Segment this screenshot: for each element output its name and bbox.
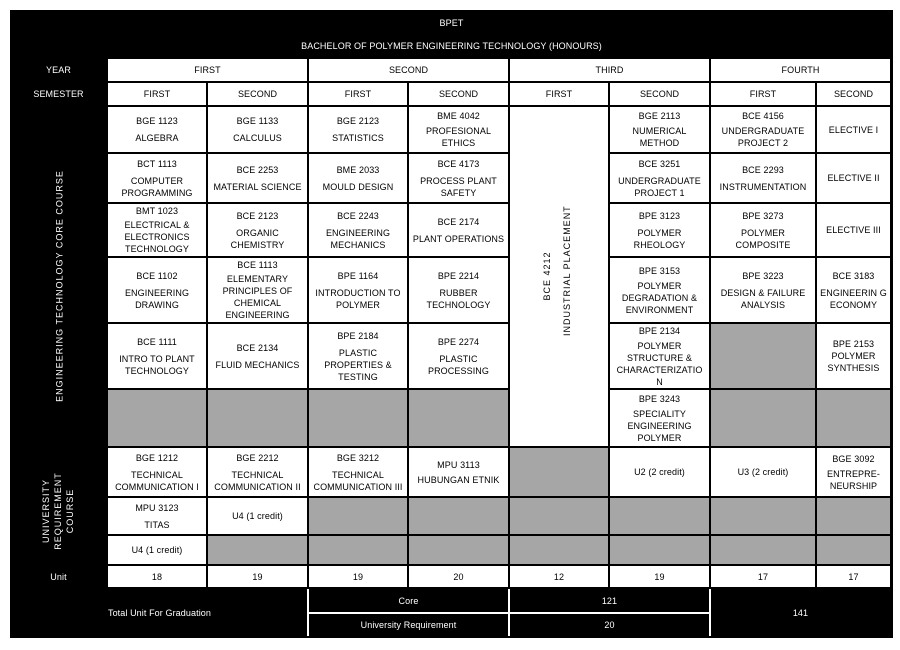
course-title: ELECTIVE I (828, 124, 879, 135)
course-cell (610, 107, 709, 152)
empty-cell (711, 390, 815, 446)
course-code: BCE 2293 (742, 164, 784, 175)
empty-cell (510, 536, 608, 564)
course-code: BGE 3092 (832, 453, 875, 464)
year-second: SECOND (309, 59, 508, 81)
course-cell (409, 154, 508, 202)
course-code: BCE 2243 (337, 210, 379, 221)
course-code: MPU 3113 (437, 459, 480, 470)
course-title: UNDERGRADUATE PROJECT 2 (721, 126, 805, 148)
empty-cell (817, 498, 890, 534)
empty-cell (817, 536, 890, 564)
course-code: BPE 3153 (638, 265, 681, 276)
empty-cell (817, 390, 890, 446)
course-code: BGE 2212 (236, 452, 279, 463)
course-cell (817, 204, 890, 256)
empty-cell (610, 498, 709, 534)
program-full-title: BACHELOR OF POLYMER ENGINEERING TECHNOLOGY (HONOURS) (12, 35, 891, 57)
semester-y2-second: SECOND (409, 83, 508, 105)
course-title: U4 (1 credit) (131, 545, 183, 555)
program-short-title: BPET (12, 12, 891, 33)
course-title: SPECIALITY ENGINEERING POLYMER (627, 408, 692, 443)
unit-value: 19 (610, 566, 709, 587)
curriculum-table (10, 10, 893, 638)
course-code: BME 4042 (437, 111, 480, 121)
course-code: BGE 1133 (236, 116, 279, 126)
unit-label: Unit (12, 566, 105, 587)
course-cell (208, 324, 307, 388)
course-code: BPE 2153 (832, 339, 875, 349)
course-cell (817, 154, 890, 202)
course-cell (817, 258, 890, 322)
course-code: BCE 4156 (742, 111, 784, 121)
university-total-label: University Requirement (309, 614, 508, 636)
course-cell (610, 258, 709, 322)
empty-cell (309, 390, 407, 446)
course-code: BPE 3123 (638, 210, 681, 221)
course-title: TITAS (144, 519, 170, 530)
unit-value: 17 (711, 566, 815, 587)
core-total-value: 121 (510, 589, 709, 612)
empty-cell (610, 536, 709, 564)
unit-value: 17 (817, 566, 890, 587)
course-title: DESIGN & FAILURE ANALYSIS (720, 287, 806, 310)
unit-value: 19 (309, 566, 407, 587)
course-cell (309, 154, 407, 202)
course-code: BCE 3251 (638, 158, 681, 169)
industrial-placement-title: INDUSTRIAL PLACEMENT (562, 205, 572, 336)
course-title: POLYMER STRUCTURE & CHARACTERIZATIO N (616, 340, 703, 387)
course-title: STATISTICS (332, 133, 384, 143)
course-code: BPE 2184 (337, 330, 379, 341)
course-cell (108, 107, 206, 152)
semester-label: SEMESTER (12, 83, 105, 105)
course-cell (711, 258, 815, 322)
course-cell (409, 107, 508, 152)
empty-cell (510, 498, 608, 534)
empty-cell (409, 390, 508, 446)
course-title: ELECTIVE II (827, 173, 880, 183)
course-title: PLASTIC PROPERTIES & TESTING (324, 347, 392, 382)
course-code: BMT 1023 (135, 206, 179, 216)
course-code: BME 2033 (336, 164, 380, 175)
course-code: BPE 2214 (437, 270, 480, 281)
course-cell (711, 448, 815, 496)
course-cell (309, 324, 407, 388)
course-title: PLANT OPERATIONS (412, 233, 505, 244)
course-code: BCE 2174 (437, 216, 480, 227)
course-cell (711, 154, 815, 202)
semester-y2-first: FIRST (309, 83, 407, 105)
course-cell (610, 448, 709, 496)
course-cell (208, 448, 307, 496)
course-title: COMPUTER PROGRAMMING (121, 175, 193, 198)
course-title: ENTREPRE- NEURSHIP (827, 468, 880, 491)
course-cell (309, 258, 407, 322)
empty-cell (208, 390, 307, 446)
semester-y1-second: SECOND (208, 83, 307, 105)
course-cell (409, 204, 508, 256)
semester-y4-second: SECOND (817, 83, 890, 105)
empty-cell (208, 536, 307, 564)
course-code: BCE 2253 (236, 164, 279, 175)
course-cell (108, 536, 206, 564)
empty-cell (409, 536, 508, 564)
course-title: ENGINEERIN G ECONOMY (820, 287, 887, 310)
course-title: UNDERGRADUATE PROJECT 1 (618, 175, 701, 198)
course-cell (309, 107, 407, 152)
course-code: BCT 1113 (137, 158, 177, 169)
course-title: U2 (2 credit) (634, 467, 685, 477)
course-cell (610, 324, 709, 388)
core-total-label: Core (309, 589, 508, 612)
course-title: ALGEBRA (135, 133, 179, 143)
course-code: BPE 2274 (437, 336, 480, 347)
course-title: PROCESS PLANT SAFETY (420, 175, 497, 198)
course-code: BPE 3223 (742, 270, 784, 281)
course-code: MPU 3123 (135, 502, 179, 513)
course-title: MOULD DESIGN (322, 181, 394, 192)
course-title: U4 (1 credit) (232, 511, 283, 521)
course-title: TECHNICAL COMMUNICATION II (214, 469, 301, 492)
course-code: BCE 3183 (832, 270, 875, 281)
course-title: MATERIAL SCIENCE (213, 181, 302, 192)
course-cell (610, 154, 709, 202)
course-code: BGE 1212 (135, 452, 179, 463)
course-cell (208, 107, 307, 152)
course-cell (610, 204, 709, 256)
core-course-group-text: ENGINEERING TECHNOLOGY CORE COURSE (54, 170, 65, 402)
course-cell (108, 498, 206, 534)
course-cell (309, 448, 407, 496)
course-title: NUMERICAL METHOD (632, 126, 687, 148)
industrial-placement-cell (510, 107, 608, 446)
course-title: ORGANIC CHEMISTRY (230, 227, 285, 250)
course-cell (817, 107, 890, 152)
unit-value: 12 (510, 566, 608, 587)
course-code: BGE 3212 (336, 452, 380, 463)
course-code: BPE 2134 (638, 325, 681, 336)
divider (309, 612, 709, 614)
course-title: INSTRUMENTATION (719, 181, 807, 192)
course-cell (108, 448, 206, 496)
empty-cell (711, 498, 815, 534)
course-code: BCE 4173 (437, 158, 480, 169)
divider (709, 589, 711, 636)
semester-y4-first: FIRST (711, 83, 815, 105)
course-cell (409, 448, 508, 496)
course-title: ELEMENTARY PRINCIPLES OF CHEMICAL ENGINEERING (222, 274, 293, 320)
empty-cell (711, 536, 815, 564)
unit-value: 20 (409, 566, 508, 587)
course-code: BGE 2123 (336, 116, 380, 126)
empty-cell (510, 448, 608, 496)
course-cell (108, 204, 206, 256)
empty-cell (309, 498, 407, 534)
course-title: PLASTIC PROCESSING (427, 353, 489, 376)
university-total-value: 20 (510, 614, 709, 636)
course-cell (409, 324, 508, 388)
course-cell (711, 107, 815, 152)
industrial-placement-code: BCE 4212 (542, 251, 552, 301)
course-title: PROFESIONAL ETHICS (425, 126, 492, 148)
course-title: TECHNICAL COMMUNICATION I (115, 469, 199, 492)
course-title: HUBUNGAN ETNIK (417, 474, 500, 485)
year-third: THIRD (510, 59, 709, 81)
course-title: INTRO TO PLANT TECHNOLOGY (119, 353, 195, 376)
course-cell (208, 498, 307, 534)
course-cell (108, 258, 206, 322)
course-cell (711, 204, 815, 256)
empty-cell (108, 390, 206, 446)
semester-y3-first: FIRST (510, 83, 608, 105)
course-title: POLYMER RHEOLOGY (633, 227, 686, 250)
course-code: BCE 1102 (136, 270, 178, 281)
course-title: U3 (2 credit) (737, 467, 789, 477)
university-group-text: UNIVERSITY REQUIREMENT COURSE (41, 472, 75, 550)
year-fourth: FOURTH (711, 59, 890, 81)
course-code: BPE 3243 (638, 393, 681, 404)
total-unit-label: Total Unit For Graduation (12, 589, 307, 636)
course-cell (817, 448, 890, 496)
course-cell (409, 258, 508, 322)
course-cell (208, 204, 307, 256)
course-title: ENGINEERING DRAWING (124, 287, 190, 310)
course-code: BCE 2134 (236, 342, 279, 353)
course-cell (208, 154, 307, 202)
year-label: YEAR (12, 59, 105, 81)
course-title: ELECTRICAL & ELECTRONICS TECHNOLOGY (124, 220, 190, 254)
semester-y1-first: FIRST (108, 83, 206, 105)
course-title: POLYMER SYNTHESIS (827, 351, 880, 373)
course-code: BPE 1164 (337, 270, 379, 281)
unit-value: 19 (208, 566, 307, 587)
course-cell (309, 204, 407, 256)
course-code: BCE 2123 (236, 210, 279, 221)
course-code: BGE 2113 (638, 111, 681, 121)
course-cell (817, 324, 890, 388)
course-title: POLYMER DEGRADATION & ENVIRONMENT (621, 280, 698, 315)
course-code: BGE 1123 (136, 116, 178, 126)
course-title: FLUID MECHANICS (215, 359, 300, 370)
course-title: RUBBER TECHNOLOGY (426, 287, 491, 310)
course-code: BCE 1113 (237, 260, 278, 270)
empty-cell (309, 536, 407, 564)
course-cell (208, 258, 307, 322)
course-title: TECHNICAL COMMUNICATION III (313, 469, 403, 492)
grand-total-value: 141 (711, 589, 890, 636)
course-code: BPE 3273 (742, 210, 784, 221)
course-code: BCE 1111 (137, 336, 177, 347)
course-title: ENGINEERING MECHANICS (325, 227, 391, 250)
course-title: CALCULUS (233, 133, 282, 143)
course-title: INTRODUCTION TO POLYMER (315, 287, 401, 310)
course-cell (108, 154, 206, 202)
unit-value: 18 (108, 566, 206, 587)
empty-cell (409, 498, 508, 534)
course-cell (108, 324, 206, 388)
course-cell (610, 390, 709, 446)
empty-cell (711, 324, 815, 388)
year-first: FIRST (108, 59, 307, 81)
course-title: ELECTIVE III (826, 225, 881, 235)
course-title: POLYMER COMPOSITE (735, 227, 791, 250)
semester-y3-second: SECOND (610, 83, 709, 105)
